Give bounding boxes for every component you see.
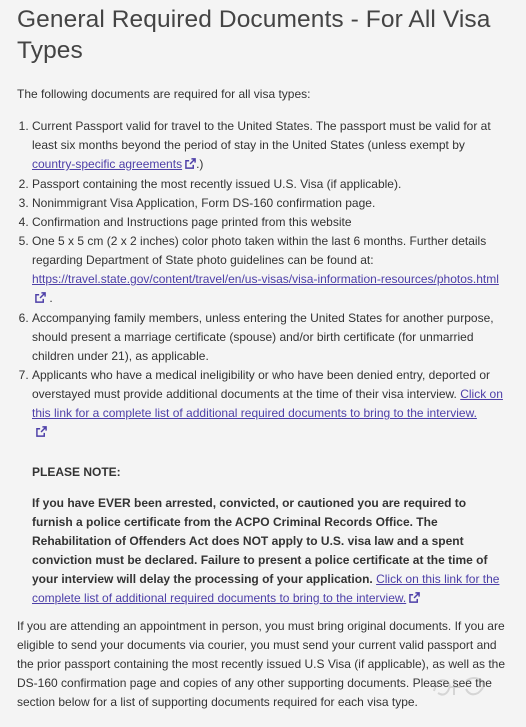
list-item (32, 232, 509, 309)
closing-paragraph: If you are attending an appointment in person, you must bring original documents. If you are eligible to send your documents via courier, you must send your current valid passport and the prior passport containing the most recently issued U.S Visa (if applicable), as well as the DS-160 confirmation page and copies of any other supporting documents. Please see the section below for a list of supporting documents required for each visa type. (17, 619, 506, 709)
item-suffix: . (49, 291, 53, 305)
item-text: Accompanying family members, unless entering the United States for another purpose, should present a marriage certificate (spouse) and/or birth certificate (for unmarried children under 21), as applicable. (32, 311, 494, 363)
list-item (32, 175, 509, 194)
intro-text: The following documents are required for all visa types: (17, 87, 311, 101)
list-item (32, 309, 509, 366)
note-title: PLEASE NOTE: (32, 465, 121, 479)
list-item (32, 194, 509, 213)
external-link-icon (409, 590, 420, 609)
required-documents-list (17, 117, 509, 443)
item-text: Passport containing the most recently issued U.S. Visa (if applicable). (32, 177, 402, 191)
item-text: Confirmation and Instructions page printed from this website (32, 215, 352, 229)
item-text: Nonimmigrant Visa Application, Form DS-160 confirmation page. (32, 196, 376, 210)
item-text: Applicants who have a medical ineligibility or who have been denied entry, deported or overstayed must provide additional documents at the time of their visa interview. (32, 368, 491, 401)
country-specific-agreements-link[interactable]: country-specific agreements (32, 157, 183, 171)
police-certificate-link[interactable]: Click on this link for the complete list of additional required documents to bring to the interview. (32, 572, 500, 605)
external-link-icon (35, 290, 46, 309)
photo-guidelines-link[interactable]: https://travel.state.gov/content/travel/en/us-visas/visa-information-resources/photos.html (32, 272, 499, 286)
page-content (0, 4, 526, 727)
please-note-section (32, 463, 509, 609)
page-title: General Required Documents - For All Visa Types (17, 6, 491, 64)
note-text: If you have EVER been arrested, convicted, or cautioned you are required to furnish a police certificate from the ACPO Criminal Records Office. The Rehabilitation of Offenders Act does NOT apply to U.S. visa law and a spent conviction must be declared. Failure to present a police certificate at the time of your interview will delay the processing of your application. (32, 496, 488, 586)
item-suffix: .) (196, 157, 204, 171)
watermark-logo (428, 671, 490, 701)
external-link-icon (185, 156, 196, 175)
item-text: One 5 x 5 cm (2 x 2 inches) color photo taken within the last 6 months. Further details regarding Department of State photo guidelines can be found at: (32, 234, 487, 267)
list-item (32, 366, 509, 443)
additional-documents-link[interactable]: Click on this link for a complete list of additional required documents to bring to the interview. (32, 387, 503, 420)
list-item (32, 117, 509, 175)
item-text: Current Passport valid for travel to the United States. The passport must be valid for at least six months beyond the period of stay in the United States (unless exempt by (32, 119, 491, 152)
list-item (32, 213, 509, 232)
note-body (32, 494, 509, 609)
external-link-icon (36, 424, 47, 443)
